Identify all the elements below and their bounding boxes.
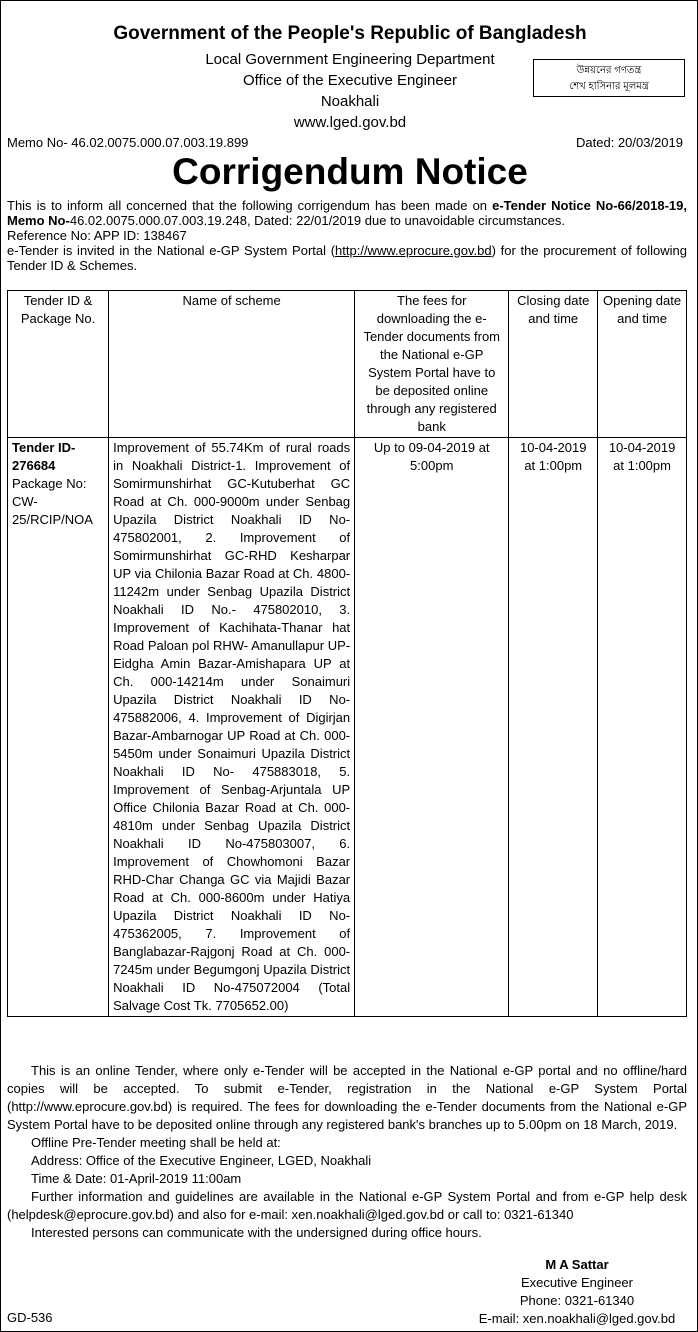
table-row — [8, 438, 687, 1017]
intro-paragraph — [7, 198, 687, 228]
header-opening: Opening date and time — [598, 291, 687, 438]
intro-text: This is to inform all concerned that the following corrigendum has been made on — [7, 198, 493, 213]
memo-number: Memo No- 46.02.0075.000.07.003.19.899 — [7, 135, 249, 150]
header-fees: The fees for downloading the e-Tender documents from the National e-GP System Portal have to be deposited online through any registered bank — [355, 291, 509, 438]
further-info-paragraph: Further information and guidelines are available in the National e-GP System Portal and from e-GP help desk (helpdesk@eprocure.gov.bd) and also for e-mail: xen.noakhali@lged.gov.bd or call to: 0321-61340 — [7, 1189, 687, 1222]
gd-code: GD-536 — [7, 1310, 53, 1325]
slogan-line: শেখ হাসিনার মূলমন্ত্র — [569, 81, 649, 92]
signatory-phone: Phone: 0321-61340 — [519, 1293, 635, 1308]
signature-block — [467, 1256, 687, 1328]
etender-text: e-Tender is invited in the National e-GP System Portal ( — [7, 243, 336, 258]
online-tender-paragraph: This is an online Tender, where only e-Tender will be accepted in the National e-GP portal and no offline/hard copies will be accepted. To submit e-Tender, registration in the National e-GP System Portal (http://www.eprocure.gov.bd) is required. The fees for downloading the e-Tender documents from the National e-GP System Portal have to be deposited online through any registered bank's branches up to 5.00pm on 18 March, 2019. — [7, 1063, 687, 1132]
tender-id-cell — [8, 438, 109, 1017]
slogan-box — [533, 59, 685, 97]
intro-text: 46.02.0075.000.07.003.19.248, Dated: 22/01/2019 due to unavoidable circumstances. — [69, 213, 565, 228]
etender-paragraph — [7, 243, 687, 273]
opening-cell: 10-04-2019 at 1:00pm — [598, 438, 687, 1017]
tender-table — [7, 290, 687, 1017]
tender-id: Tender ID-276684 — [12, 440, 76, 473]
interested-line: Interested persons can communicate with the undersigned during office hours. — [31, 1225, 482, 1240]
footer-section — [7, 1062, 687, 1242]
intro-section — [7, 198, 687, 273]
website: www.lged.gov.bd — [293, 114, 407, 131]
department-name: Local Government Engineering Department — [205, 51, 495, 68]
meeting-line: Offline Pre-Tender meeting shall be held at: — [31, 1135, 281, 1150]
signatory-email: E-mail: xen.noakhali@lged.gov.bd — [478, 1311, 676, 1326]
fees-cell: Up to 09-04-2019 at 5:00pm — [355, 438, 509, 1017]
signatory-designation: Executive Engineer — [520, 1275, 633, 1290]
etender-text: ) for the procurement of following Tender ID & Schemes. — [7, 243, 687, 273]
intro-bold-text: e-Tender Notice No-66/2018-19, Memo No- — [7, 198, 687, 228]
scheme-cell: Improvement of 55.74Km of rural roads in Noakhali District-1. Improvement of Somirmunshirhat GC-Kutuberhat GC Road at Ch. 000-9000m under Senbag Upazila District Noakhali ID No- 475802001, 2. Improvement of Somirmunshirhat GC-RHD Kesharpar UP via Chilonia Bazar Road at Ch. 4800-11242m under Senbag Upazila District Noakhali ID No.- 475802010, 3. Improvement of Kachihata-Thanar hat Road Paloan pol RHW- Amanullapur UP-Eidgha Amin Bazar-Amishapara UP at Ch. 000-14214m under Sonaimuri Upazila District Noakhali ID No- 475882006, 4. Improvement of Digirjan Bazar-Ambarnogar UP Road at Ch. 000-5450m under Sonaimuri Upazila District Noakhali ID No- 475883018, 5. Improvement of Senbag-Arjuntala UP Office Chilonia Bazar Road at Ch. 000-4810m under Senbag Upazila District Noakhali ID No-475803007, 6. Improvement of Chowhomoni Bazar RHD-Char Changa GC via Majidi Bazar Road at Ch. 000-8600m under Hatiya Upazila District Noakhali ID No- 475362005, 7. Improvement of Banglabazar-Rajgonj Road at Ch. 000-7245m under Begumgonj Upazila District Noakhali ID No-475072004 (Total Salvage Cost Tk. 7705652.00) — [109, 438, 355, 1017]
header-closing: Closing date and time — [509, 291, 598, 438]
table-header-row — [8, 291, 687, 438]
address-line: Address: Office of the Executive Engineer, LGED, Noakhali — [31, 1153, 372, 1168]
memo-date: Dated: 20/03/2019 — [576, 135, 683, 150]
government-heading: Government of the People's Republic of Bangladesh — [113, 23, 587, 44]
package-no: Package No: CW-25/RCIP/NOA — [12, 476, 93, 527]
page-title: Corrigendum Notice — [172, 151, 528, 192]
header-scheme: Name of scheme — [109, 291, 355, 438]
eprocure-link[interactable]: http://www.eprocure.gov.bd — [335, 243, 492, 258]
reference-line: Reference No: APP ID: 138467 — [7, 228, 187, 243]
office-name: Office of the Executive Engineer — [242, 72, 457, 89]
district-name: Noakhali — [320, 93, 380, 110]
closing-cell: 10-04-2019 at 1:00pm — [509, 438, 598, 1017]
time-line: Time & Date: 01-April-2019 11:00am — [31, 1171, 242, 1186]
header-tender-id: Tender ID & Package No. — [8, 291, 109, 438]
signatory-name: M A Sattar — [545, 1257, 609, 1272]
slogan-line: উন্নয়নের গণতন্ত্র — [576, 65, 642, 76]
